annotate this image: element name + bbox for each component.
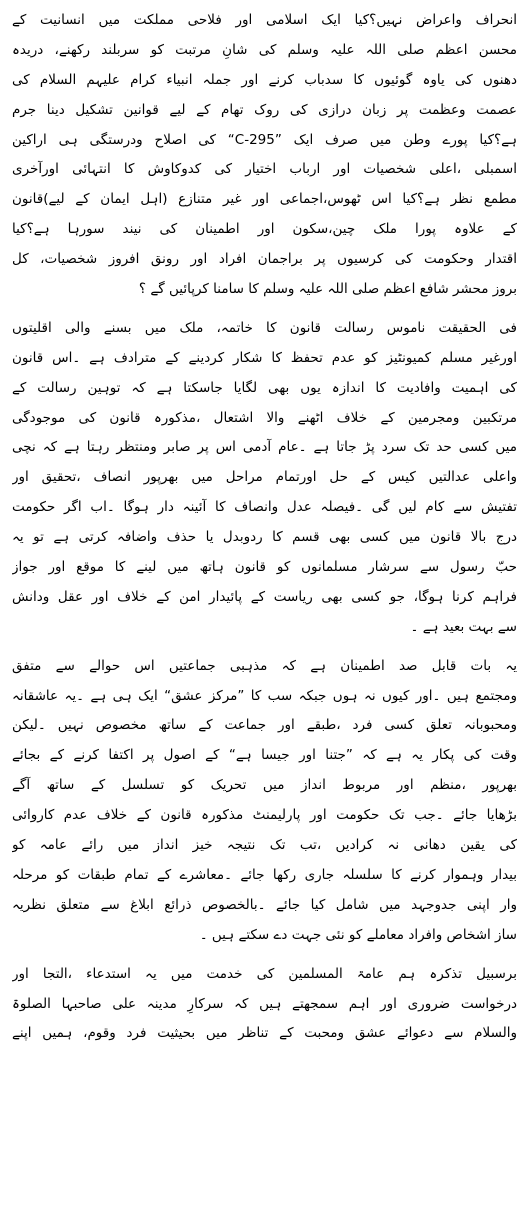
- text-line: وار اپنی جدوجہد میں شامل کیا جائے ۔بالخصوص ذرائع ابلاغ سے متعلق نظریہ: [12, 896, 517, 913]
- text-line: سے بہت بعید ہے ۔: [410, 618, 517, 635]
- text-line: تفتیش سے کام لیں گی ۔فیصلہ عدل وانصاف کا آئینہ دار ہوگا ۔اب اگر حکومت: [12, 499, 517, 516]
- text-line: ہے؟کیا پورے وطن میں صرف ایک ”295-C“ کی اصلاح ودرستگی ہی اراکین: [12, 131, 517, 148]
- paragraph-4: [12, 960, 517, 1050]
- text-line: ومحبوبانہ تعلق کسی فرد ،طبقے اور جماعت کے ساتھ مخصوص نہیں ۔لیکن: [12, 717, 517, 734]
- text-line: اورغیر مسلم کمیونٹیز کو عدم تحفظ کا شکار کردینے کے مترادف ہے ۔اس قانون: [12, 349, 517, 366]
- text-line: بروز محشر شافع اعظم صلی اللہ علیہ وسلم کا سامنا کرپائیں گے ؟: [138, 281, 517, 298]
- paragraph-3: [12, 652, 517, 951]
- text-line: ومجتمع ہیں ۔اور کیوں نہ ہوں جبکہ سب کا ”مرکز عشق“ ایک ہی ہے ۔یہ عاشقانہ: [12, 687, 517, 704]
- text-line: درج بالا قانون میں کسی بھی قسم کا ردوبدل یا حذف واضافہ کرتی ہے تو یہ: [12, 529, 517, 546]
- text-line: فی الحقیقت ناموس رسالت قانون کا خاتمہ، ملک میں بسنے والی اقلیتوں: [12, 319, 517, 336]
- text-line: اسمبلی ،اعلی شخصیات اور ارباب اختیار کی کدوکاوش کا انتہائی اورآخری: [12, 161, 517, 178]
- paragraph-2: [12, 314, 517, 643]
- text-line: دھنوں کی یاوہ گوئیوں کا سدباب کرنے اور جملہ انبیاء کرام علیہم السلام کی: [12, 71, 517, 88]
- text-line: کی اہمیت وافادیت کا اندازہ یوں بھی لگایا جاسکتا ہے کہ توہین رسالت کے: [12, 379, 517, 396]
- text-line: کے علاوہ پورا ملک چین،سکون اور اطمینان کی نیند سورہا ہے؟کیا: [12, 221, 517, 238]
- text-line: عصمت وعظمت پر زبان درازی کی روک تھام کے لیے قوانین تشکیل دینا جرم: [12, 101, 517, 118]
- text-line: ساز اشخاص وافراد معاملے کو نئی جہت دے سکتے ہیں ۔: [199, 926, 517, 943]
- text-line: درخواست ضروری اور اہم سمجھتے ہیں کہ سرکارِ مدینہ علی صاحبہا الصلوۃ: [12, 995, 517, 1012]
- paragraph-1: [12, 6, 517, 305]
- text-line: محسن اعظم صلی اللہ علیہ وسلم کی شانِ مرتبت کو سربلند رکھنے، دریدہ: [12, 41, 517, 58]
- text-line: مرتکبین ومجرمین کے خلاف اٹھنے والا اشتعال ،مذکورہ قانون کی موجودگی: [12, 409, 517, 426]
- text-line: وقت کی پکار یہ ہے کہ ”جتنا اور جیسا ہے“ کے اصول پر اکتفا کرنے کے بجائے: [12, 747, 517, 764]
- text-line: بڑھایا جائے ۔جب تک حکومت اور پارلیمنٹ مذکورہ قانون کے خلاف عدم کاروائی: [12, 807, 517, 824]
- text-line: بیدار وہموار کرنے کا سلسلہ جاری رکھا جائے ۔معاشرے کے تمام طبقات کو مرحلہ: [12, 866, 517, 883]
- text-line: واعلی عدالتیں کیس کے حل اورتمام مراحل میں بھرپور انصاف ،تحقیق اور: [12, 469, 517, 486]
- text-line: برسبیل تذکرہ ہم عامۃ المسلمین کی خدمت میں یہ استدعاء ،التجا اور: [12, 965, 517, 982]
- text-line: حبّ رسول سے سرشار مسلمانوں کو قانون ہاتھ میں لینے کا موقع اور جواز: [12, 559, 517, 576]
- text-line: مطمع نظر ہے؟کیا اس ٹھوس،اجماعی اور غیر متنازع (اہل ایمان کے لیے)قانون: [12, 191, 517, 208]
- text-line: والسلام سے دعوائے عشق ومحبت کے تناظر میں بحیثیت فرد وقوم، ہمیں اپنے: [12, 1025, 517, 1042]
- text-line: بھرپور ،منظم اور مربوط انداز میں تحریک کو تسلسل کے ساتھ آگے: [12, 777, 517, 794]
- text-line: یہ بات قابل صد اطمینان ہے کہ مذہبی جماعتیں اس حوالے سے متفق: [12, 657, 517, 674]
- text-line: انحراف واعراض نہیں؟کیا ایک اسلامی اور فلاحی مملکت میں انسانیت کے: [12, 12, 517, 28]
- text-line: فراہم کرنا ہوگا، جو کسی بھی ریاست کے پائیدار امن کے خلاف اور عقل ودانش: [12, 588, 517, 605]
- text-line: اقتدار وحکومت کی کرسیوں پر براجمان افراد اور رونق افروز شخصیات، کل: [12, 251, 517, 268]
- text-line: میں کسی حد تک سرد پڑ جاتا ہے ۔عام آدمی اس پر صابر ومنتظر رہتا ہے کہ نچی: [12, 439, 517, 456]
- text-line: کی یقین دھانی نہ کرادیں ،تب تک نتیجہ خیز انداز میں رائے عامہ کو: [12, 837, 517, 854]
